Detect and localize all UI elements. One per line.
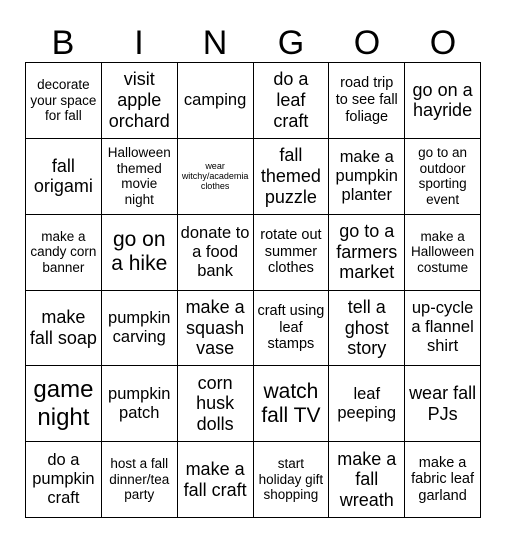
bingo-cell: make a squash vase — [178, 291, 254, 367]
bingo-cell: craft using leaf stamps — [254, 291, 330, 367]
bingo-cell: make a Halloween costume — [405, 215, 481, 291]
bingo-cell: rotate out summer clothes — [254, 215, 330, 291]
header-letter-i: I — [134, 24, 144, 62]
header-letter-n: N — [202, 24, 228, 62]
bingo-cell: do a pumpkin craft — [26, 442, 102, 518]
header-letter-o: O — [353, 24, 381, 62]
bingo-cell: make a candy corn banner — [26, 215, 102, 291]
bingo-cell: watch fall TV — [254, 366, 330, 442]
bingo-cell: up-cycle a flannel shirt — [405, 291, 481, 367]
bingo-cell: leaf peeping — [329, 366, 405, 442]
bingo-header — [25, 24, 481, 62]
bingo-cell: game night — [26, 366, 102, 442]
bingo-cell: do a leaf craft — [254, 63, 330, 139]
bingo-cell: corn husk dolls — [178, 366, 254, 442]
header-letter-g: G — [277, 24, 305, 62]
bingo-cell: wear fall PJs — [405, 366, 481, 442]
bingo-cell: camping — [178, 63, 254, 139]
bingo-cell: pumpkin patch — [102, 366, 178, 442]
bingo-cell: host a fall dinner/tea party — [102, 442, 178, 518]
bingo-cell: donate to a food bank — [178, 215, 254, 291]
bingo-grid — [25, 62, 481, 518]
bingo-cell: tell a ghost story — [329, 291, 405, 367]
bingo-cell: Halloween themed movie night — [102, 139, 178, 215]
bingo-cell: make a fall wreath — [329, 442, 405, 518]
bingo-cell: decorate your space for fall — [26, 63, 102, 139]
bingo-cell: wear witchy/academia clothes — [178, 139, 254, 215]
bingo-cell: fall origami — [26, 139, 102, 215]
bingo-cell: make a fabric leaf garland — [405, 442, 481, 518]
bingo-cell: pumpkin carving — [102, 291, 178, 367]
bingo-cell: go to a farmers market — [329, 215, 405, 291]
bingo-cell: start holiday gift shopping — [254, 442, 330, 518]
bingo-cell: road trip to see fall foliage — [329, 63, 405, 139]
bingo-cell: visit apple orchard — [102, 63, 178, 139]
bingo-cell: make fall soap — [26, 291, 102, 367]
bingo-cell: make a fall craft — [178, 442, 254, 518]
bingo-cell: fall themed puzzle — [254, 139, 330, 215]
bingo-cell: go on a hayride — [405, 63, 481, 139]
bingo-cell: go to an outdoor sporting event — [405, 139, 481, 215]
header-letter-b: B — [51, 24, 75, 62]
bingo-cell: go on a hike — [102, 215, 178, 291]
bingo-cell: make a pumpkin planter — [329, 139, 405, 215]
header-letter-o-2: O — [429, 24, 457, 62]
